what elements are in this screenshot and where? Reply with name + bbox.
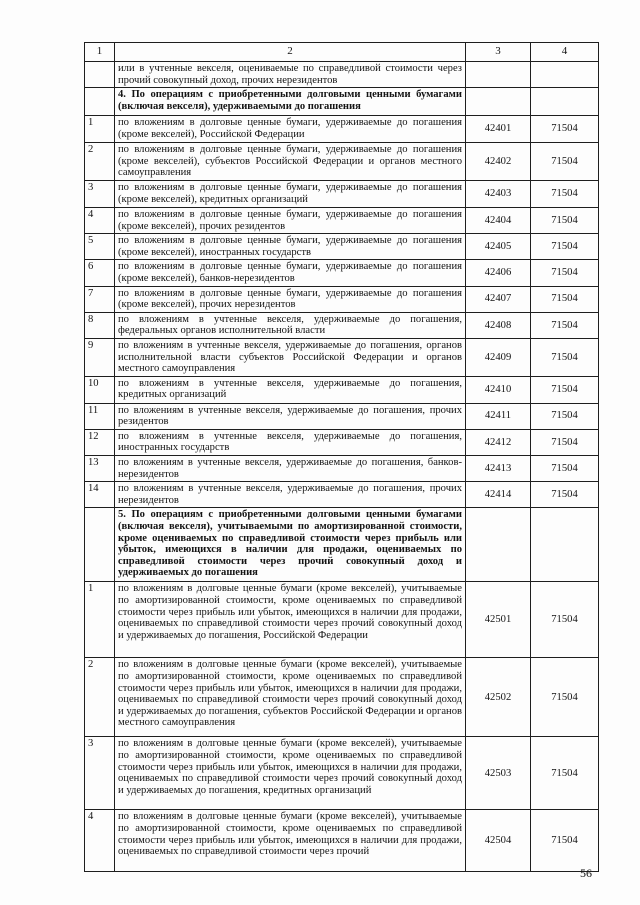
- table-row: [85, 312, 599, 338]
- account-code-cell: 42410: [466, 376, 531, 403]
- row-description-cell: или в учтенные векселя, оцениваемые по справедливой стоимости через прочий совокупный доход, прочих нерезидентов: [115, 62, 466, 88]
- row-description-cell: по вложениям в долговые ценные бумаги, удерживаемые до погашения (кроме векселей), прочих нерезидентов: [115, 286, 466, 312]
- account-code-cell: 42404: [466, 207, 531, 233]
- counter-account-cell: 71504: [531, 658, 599, 737]
- row-number-cell: 4: [85, 810, 115, 872]
- counter-account-cell: 71504: [531, 429, 599, 455]
- row-description-cell: по вложениям в долговые ценные бумаги (кроме векселей), учитываемые по амортизированной стоимости, кроме оцениваемых по справедливой стоимости через прибыль или убыток, имеющихся в наличии для продажи, оцениваемых по справедливой стоимости через прочий: [115, 810, 466, 872]
- account-code-cell: 42501: [466, 582, 531, 658]
- table-row: [85, 234, 599, 260]
- account-code-cell: 42401: [466, 116, 531, 143]
- table-row: [85, 143, 599, 181]
- header-cell-1: 1: [85, 43, 115, 62]
- account-code-cell: 42409: [466, 338, 531, 376]
- counter-account-cell: 71504: [531, 260, 599, 286]
- row-number-cell: 9: [85, 338, 115, 376]
- row-description-cell: по вложениям в долговые ценные бумаги, удерживаемые до погашения (кроме векселей), Российской Федерации: [115, 116, 466, 143]
- account-code-cell: 42414: [466, 482, 531, 508]
- row-number-cell: 6: [85, 260, 115, 286]
- row-description-cell: по вложениям в долговые ценные бумаги, удерживаемые до погашения (кроме векселей), иностранных государств: [115, 234, 466, 260]
- row-number-cell: [85, 508, 115, 582]
- row-number-cell: 11: [85, 403, 115, 429]
- row-number-cell: 2: [85, 658, 115, 737]
- row-description-cell: по вложениям в учтенные векселя, удерживаемые до погашения, банков-нерезидентов: [115, 456, 466, 482]
- account-code-cell: 42406: [466, 260, 531, 286]
- row-description-cell: по вложениям в долговые ценные бумаги (кроме векселей), учитываемые по амортизированной стоимости, кроме оцениваемых по справедливой стоимости через прибыль или убыток, имеющихся в наличии для продажи, оцениваемых по справедливой стоимости через прочий совокупный доход и удерживаемых до погашения, Российской Федерации: [115, 582, 466, 658]
- accounts-table-body: [85, 43, 599, 872]
- counter-account-cell: [531, 508, 599, 582]
- account-code-cell: 42503: [466, 737, 531, 810]
- table-row: [85, 810, 599, 872]
- table-row: [85, 482, 599, 508]
- table-row: [85, 376, 599, 403]
- account-code-cell: 42502: [466, 658, 531, 737]
- row-description-cell: по вложениям в долговые ценные бумаги, удерживаемые до погашения (кроме векселей), субъектов Российской Федерации и органов местного самоуправления: [115, 143, 466, 181]
- row-description-cell: по вложениям в учтенные векселя, удерживаемые до погашения, федеральных органов исполнительной власти: [115, 312, 466, 338]
- row-description-cell: по вложениям в учтенные векселя, удерживаемые до погашения, иностранных государств: [115, 429, 466, 455]
- row-number-cell: 2: [85, 143, 115, 181]
- row-description-cell: по вложениям в долговые ценные бумаги (кроме векселей), учитываемые по амортизированной стоимости, кроме оцениваемых по справедливой стоимости через прибыль или убыток, имеющихся в наличии для продажи, оцениваемых по справедливой стоимости через прочий совокупный доход и удерживаемых до погашения, субъектов Российской Федерации и органов местного самоуправления: [115, 658, 466, 737]
- table-row: [85, 403, 599, 429]
- counter-account-cell: 71504: [531, 456, 599, 482]
- counter-account-cell: 71504: [531, 143, 599, 181]
- row-description-cell: по вложениям в учтенные векселя, удерживаемые до погашения, прочих резидентов: [115, 403, 466, 429]
- row-description-cell: по вложениям в учтенные векселя, удерживаемые до погашения, прочих нерезидентов: [115, 482, 466, 508]
- row-number-cell: [85, 62, 115, 88]
- account-code-cell: [466, 62, 531, 88]
- counter-account-cell: 71504: [531, 376, 599, 403]
- header-cell-3: 3: [466, 43, 531, 62]
- row-number-cell: 1: [85, 116, 115, 143]
- account-code-cell: 42408: [466, 312, 531, 338]
- counter-account-cell: 71504: [531, 338, 599, 376]
- counter-account-cell: 71504: [531, 207, 599, 233]
- account-code-cell: 42405: [466, 234, 531, 260]
- table-row: [85, 456, 599, 482]
- counter-account-cell: 71504: [531, 180, 599, 207]
- continuation-row: [85, 62, 599, 88]
- table-row: [85, 658, 599, 737]
- account-code-cell: 42403: [466, 180, 531, 207]
- account-code-cell: 42412: [466, 429, 531, 455]
- row-number-cell: 4: [85, 207, 115, 233]
- row-description-cell: по вложениям в долговые ценные бумаги (кроме векселей), учитываемые по амортизированной стоимости, кроме оцениваемых по справедливой стоимости через прибыль или убыток, имеющихся в наличии для продажи, оцениваемых по справедливой стоимости через прочий совокупный доход и удерживаемых до погашения, кредитных организаций: [115, 737, 466, 810]
- accounts-table: [84, 42, 599, 872]
- counter-account-cell: [531, 88, 599, 116]
- counter-account-cell: 71504: [531, 582, 599, 658]
- counter-account-cell: 71504: [531, 234, 599, 260]
- table-row: [85, 260, 599, 286]
- table-row: [85, 582, 599, 658]
- row-number-cell: 3: [85, 737, 115, 810]
- row-description-cell: по вложениям в долговые ценные бумаги, удерживаемые до погашения (кроме векселей), кредитных организаций: [115, 180, 466, 207]
- table-row: [85, 207, 599, 233]
- row-number-cell: 10: [85, 376, 115, 403]
- section-title-cell: 4. По операциям с приобретенными долговыми ценными бумагами (включая векселя), удерживаемыми до погашения: [115, 88, 466, 116]
- row-number-cell: 5: [85, 234, 115, 260]
- section-title-cell: 5. По операциям с приобретенными долговыми ценными бумагами (включая векселя), учитываемыми по амортизированной стоимости, кроме оцениваемых по справедливой стоимости через прибыль или убыток, имеющихся в наличии для продажи, оцениваемых по справедливой стоимости через прочий совокупный доход и удерживаемых до погашения: [115, 508, 466, 582]
- counter-account-cell: 71504: [531, 116, 599, 143]
- account-code-cell: 42413: [466, 456, 531, 482]
- header-cell-2: 2: [115, 43, 466, 62]
- table-row: [85, 737, 599, 810]
- table-row: [85, 286, 599, 312]
- row-number-cell: 7: [85, 286, 115, 312]
- table-row: [85, 338, 599, 376]
- header-cell-4: 4: [531, 43, 599, 62]
- row-number-cell: [85, 88, 115, 116]
- section-header-row: [85, 88, 599, 116]
- counter-account-cell: 71504: [531, 737, 599, 810]
- table-header-row: [85, 43, 599, 62]
- table-row: [85, 429, 599, 455]
- counter-account-cell: 71504: [531, 482, 599, 508]
- account-code-cell: [466, 508, 531, 582]
- row-description-cell: по вложениям в учтенные векселя, удерживаемые до погашения, кредитных организаций: [115, 376, 466, 403]
- account-code-cell: 42407: [466, 286, 531, 312]
- counter-account-cell: 71504: [531, 312, 599, 338]
- row-description-cell: по вложениям в учтенные векселя, удерживаемые до погашения, органов исполнительной власти субъектов Российской Федерации и органов местного самоуправления: [115, 338, 466, 376]
- row-number-cell: 3: [85, 180, 115, 207]
- row-number-cell: 8: [85, 312, 115, 338]
- row-description-cell: по вложениям в долговые ценные бумаги, удерживаемые до погашения (кроме векселей), банков-нерезидентов: [115, 260, 466, 286]
- table-row: [85, 116, 599, 143]
- account-code-cell: 42411: [466, 403, 531, 429]
- section-header-row: [85, 508, 599, 582]
- account-code-cell: [466, 88, 531, 116]
- counter-account-cell: 71504: [531, 286, 599, 312]
- table-row: [85, 180, 599, 207]
- counter-account-cell: 71504: [531, 403, 599, 429]
- row-number-cell: 1: [85, 582, 115, 658]
- row-number-cell: 14: [85, 482, 115, 508]
- page-number: 56: [580, 866, 592, 880]
- account-code-cell: 42504: [466, 810, 531, 872]
- row-number-cell: 12: [85, 429, 115, 455]
- account-code-cell: 42402: [466, 143, 531, 181]
- row-number-cell: 13: [85, 456, 115, 482]
- row-description-cell: по вложениям в долговые ценные бумаги, удерживаемые до погашения (кроме векселей), прочих резидентов: [115, 207, 466, 233]
- counter-account-cell: 71504: [531, 810, 599, 872]
- counter-account-cell: [531, 62, 599, 88]
